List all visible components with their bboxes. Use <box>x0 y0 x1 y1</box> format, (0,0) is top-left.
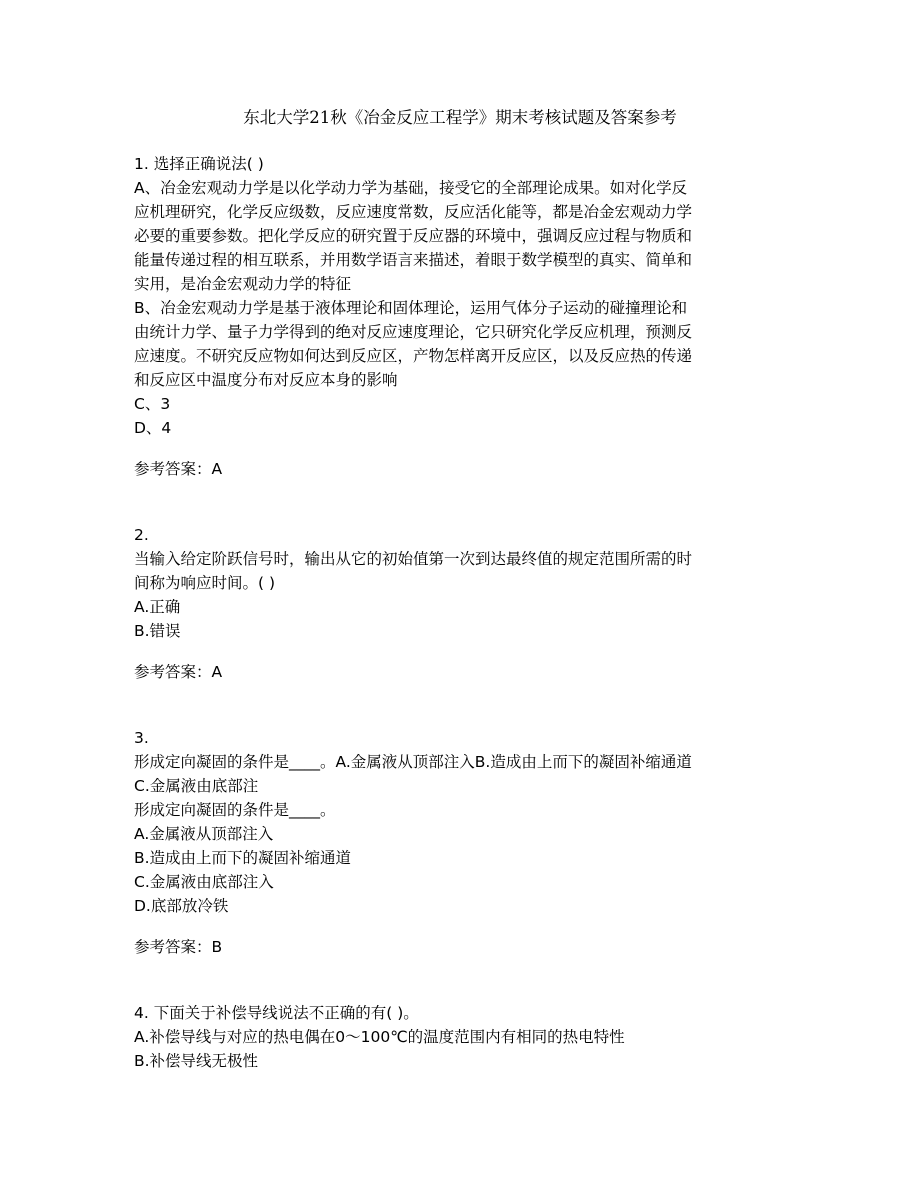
question-line: 必要的重要参数。把化学反应的研究置于反应器的环境中，强调反应过程与物质和 <box>134 227 693 245</box>
question-line: 应机理研究，化学反应级数，反应速度常数，反应活化能等，都是冶金宏观动力学 <box>134 203 693 221</box>
question-line: 应速度。不研究反应物如何达到反应区，产物怎样离开反应区，以及反应热的传递 <box>134 347 693 365</box>
question-block <box>134 523 794 726</box>
question-line: 能量传递过程的相互联系，并用数学语言来描述，着眼于数学模型的真实、简单和 <box>134 251 693 269</box>
question-line: B.补偿导线无极性 <box>134 1052 259 1070</box>
question-line: 形成定向凝固的条件是____。A.金属液从顶部注入B.造成由上而下的凝固补缩通道 <box>134 753 692 771</box>
question-line: 实用，是冶金宏观动力学的特征 <box>134 275 352 293</box>
question-line: C.金属液由底部注入 <box>134 873 274 891</box>
question-block <box>134 152 794 523</box>
question-line: A、冶金宏观动力学是以化学动力学为基础，接受它的全部理论成果。如对化学反 <box>134 179 688 197</box>
question-line: B.造成由上而下的凝固补缩通道 <box>134 849 352 867</box>
question-line: A.正确 <box>134 598 181 616</box>
question-stem: 2. <box>134 526 149 544</box>
question-line: B、冶金宏观动力学是基于液体理论和固体理论，运用气体分子运动的碰撞理论和 <box>134 299 688 317</box>
question-line: 由统计力学、量子力学得到的绝对反应速度理论，它只研究化学反应机理，预测反 <box>134 323 693 341</box>
question-line: A.金属液从顶部注入 <box>134 825 274 843</box>
question-line: 间称为响应时间。( ) <box>134 574 276 592</box>
question-line: 和反应区中温度分布对反应本身的影响 <box>134 371 398 389</box>
question-line: C.金属液由底部注 <box>134 777 259 795</box>
question-stem: 3. <box>134 729 149 747</box>
question-stem: 1. 选择正确说法( ) <box>134 155 264 173</box>
question-block <box>134 1001 794 1073</box>
question-line: 形成定向凝固的条件是____。 <box>134 801 336 819</box>
page-title: 东北大学21秋《冶金反应工程学》期末考核试题及答案参考 <box>243 108 677 127</box>
question-line: D、4 <box>134 419 172 437</box>
question-line: B.错误 <box>134 622 181 640</box>
question-line: A.补偿导线与对应的热电偶在0～100℃的温度范围内有相同的热电特性 <box>134 1028 625 1046</box>
reference-answer: 参考答案：B <box>134 938 223 956</box>
question-line: 当输入给定阶跃信号时，输出从它的初始值第一次到达最终值的规定范围所需的时 <box>134 550 693 568</box>
question-line: C、3 <box>134 395 171 413</box>
question-list <box>134 152 794 1073</box>
question-block <box>134 726 794 1001</box>
question-stem: 4. 下面关于补偿导线说法不正确的有( )。 <box>134 1004 419 1022</box>
reference-answer: 参考答案：A <box>134 460 223 478</box>
question-line: D.底部放冷铁 <box>134 897 229 915</box>
reference-answer: 参考答案：A <box>134 663 223 681</box>
